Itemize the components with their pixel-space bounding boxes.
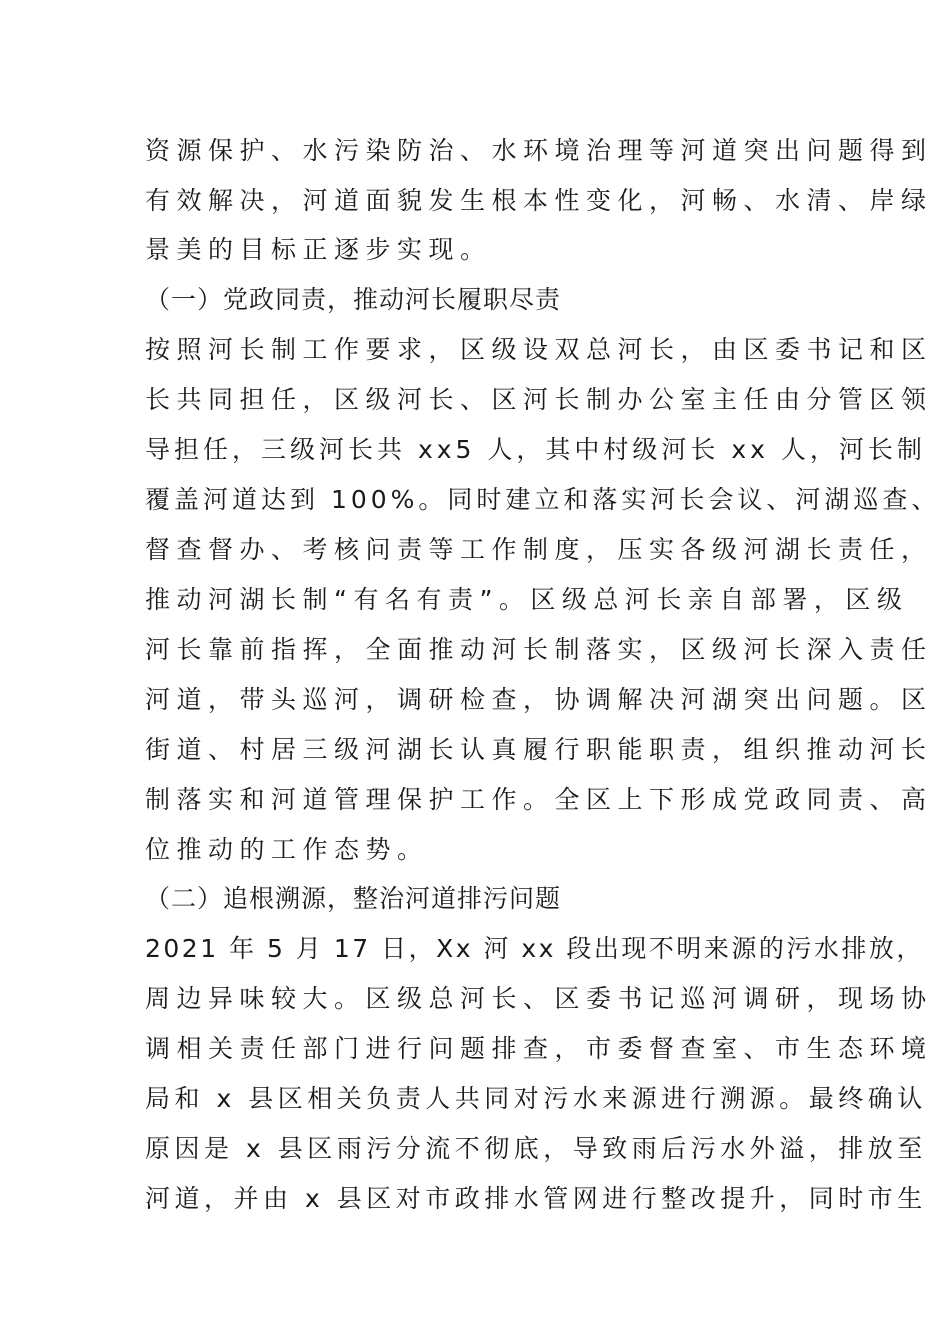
body-text-line: 调相关责任部门进行问题排查，市委督查室、市生态环境	[145, 1034, 933, 1063]
body-text-line: 有效解决，河道面貌发生根本性变化，河畅、水清、岸绿	[145, 186, 933, 215]
body-text-line: 景美的目标正逐步实现。	[145, 235, 492, 264]
body-text-line: 资源保护、水污染防治、水环境治理等河道突出问题得到	[145, 136, 933, 165]
body-text-line: 河长靠前指挥，全面推动河长制落实，区级河长深入责任	[145, 635, 933, 664]
body-text-line: 局和 x 县区相关负责人共同对污水来源进行溯源。最终确认	[145, 1084, 927, 1113]
section-heading-2: （二）追根溯源，整治河道排污问题	[145, 884, 562, 913]
section-heading-1: （一）党政同责，推动河长履职尽责	[145, 285, 562, 314]
body-text-line: 按照河长制工作要求，区级设双总河长，由区委书记和区	[145, 335, 933, 364]
body-text-line: 周边异味较大。区级总河长、区委书记巡河调研，现场协	[145, 984, 933, 1013]
body-text-line: 河道，带头巡河，调研检查，协调解决河湖突出问题。区	[145, 685, 933, 714]
body-text-line: 街道、村居三级河湖长认真履行职能职责，组织推动河长	[145, 735, 933, 764]
body-text-line: 导担任，三级河长共 xx5 人，其中村级河长 xx 人，河长制	[145, 435, 926, 464]
body-text-line: 河道，并由 x 县区对市政排水管网进行整改提升，同时市生	[145, 1184, 927, 1213]
body-text-line: 长共同担任，区级河长、区河长制办公室主任由分管区领	[145, 385, 933, 414]
body-text-line: 位推动的工作态势。	[145, 835, 429, 864]
body-text-line: 制落实和河道管理保护工作。全区上下形成党政同责、高	[145, 785, 933, 814]
body-text-line: 督查督办、考核问责等工作制度，压实各级河湖长责任，	[145, 535, 933, 564]
body-text-line: 覆盖河道达到 100%。同时建立和落实河长会议、河湖巡查、	[145, 485, 941, 514]
body-text-line: 推动河湖长制“有名有责”。区级总河长亲自部署，区级	[145, 585, 909, 614]
body-text-line: 原因是 x 县区雨污分流不彻底，导致雨后污水外溢，排放至	[145, 1134, 927, 1163]
body-text-line: 2021 年 5 月 17 日，Xx 河 xx 段出现不明来源的污水排放，	[145, 934, 924, 963]
